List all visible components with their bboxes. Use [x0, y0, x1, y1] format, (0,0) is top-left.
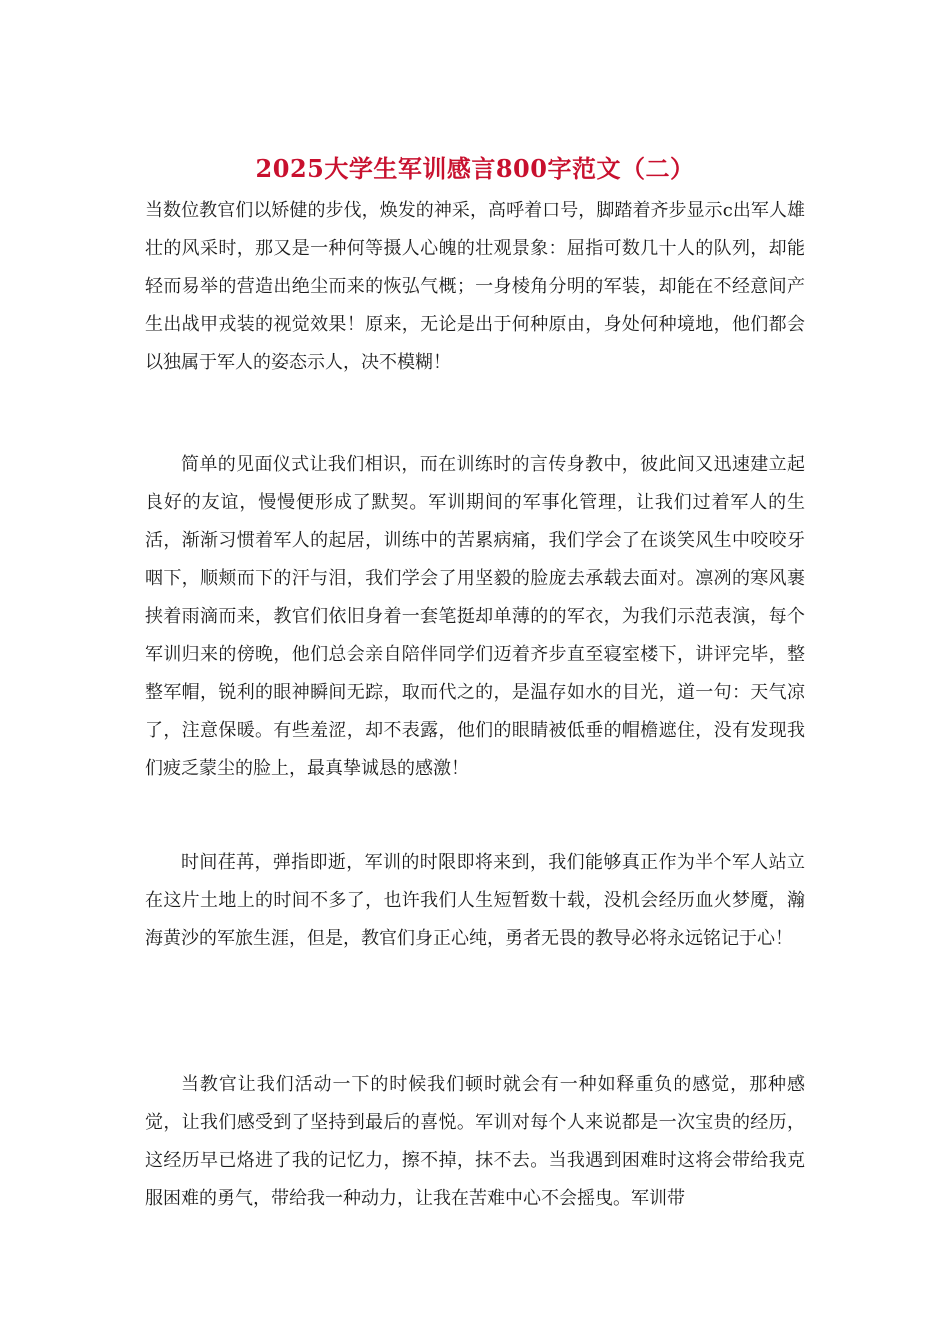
- paragraph-2: 简单的见面仪式让我们相识，而在训练时的言传身教中，彼此间又迅速建立起良好的友谊，慢慢便形成了默契。军训期间的军事化管理，让我们过着军人的生活，渐渐习惯着军人的起居，训练中的苦累病痛，我们学会了在谈笑风生中咬咬牙咽下，顺颊而下的汗与泪，我们学会了用坚毅的脸庞去承载去面对。凛冽的寒风裹挟着雨滴而来，教官们依旧身着一套笔挺却单薄的的军衣，为我们示范表演，每个军训归来的傍晚，他们总会亲自陪伴同学们迈着齐步直至寝室楼下，讲评完毕，整整军帽，锐利的眼神瞬间无踪，取而代之的，是温存如水的目光，道一句：天气凉了，注意保暖。有些羞涩，却不表露，他们的眼睛被低垂的帽檐遮住，没有发现我们疲乏蒙尘的脸上，最真挚诚恳的感激！: [145, 454, 805, 779]
- document-title: 2025大学生军训感言800字范文（二）: [255, 154, 695, 183]
- paragraph-4: 当教官让我们活动一下的时候我们顿时就会有一种如释重负的感觉，那种感觉，让我们感受到了坚持到最后的喜悦。军训对每个人来说都是一次宝贵的经历，这经历早已烙进了我的记忆力，擦不掉，抹不去。当我遇到困难时这将会带给我克服困难的勇气，带给我一种动力，让我在苦难中心不会摇曳。军训带: [145, 1074, 805, 1209]
- paragraph-3: 时间荏苒，弹指即逝，军训的时限即将来到，我们能够真正作为半个军人站立在这片土地上的时间不多了，也许我们人生短暂数十载，没机会经历血火梦魇，瀚海黄沙的军旅生涯，但是，教官们身正心纯，勇者无畏的教导必将永远铭记于心！: [145, 852, 805, 949]
- paragraph-1: 当数位教官们以矫健的步伐，焕发的神采，高呼着口号，脚踏着齐步显示c出军人雄壮的风采时，那又是一种何等摄人心魄的壮观景象：屈指可数几十人的队列，却能轻而易举的营造出绝尘而来的恢弘气概；一身棱角分明的军装，却能在不经意间产生出战甲戎装的视觉效果！原来，无论是出于何种原由，身处何种境地，他们都会以独属于军人的姿态示人，决不模糊！: [145, 200, 805, 373]
